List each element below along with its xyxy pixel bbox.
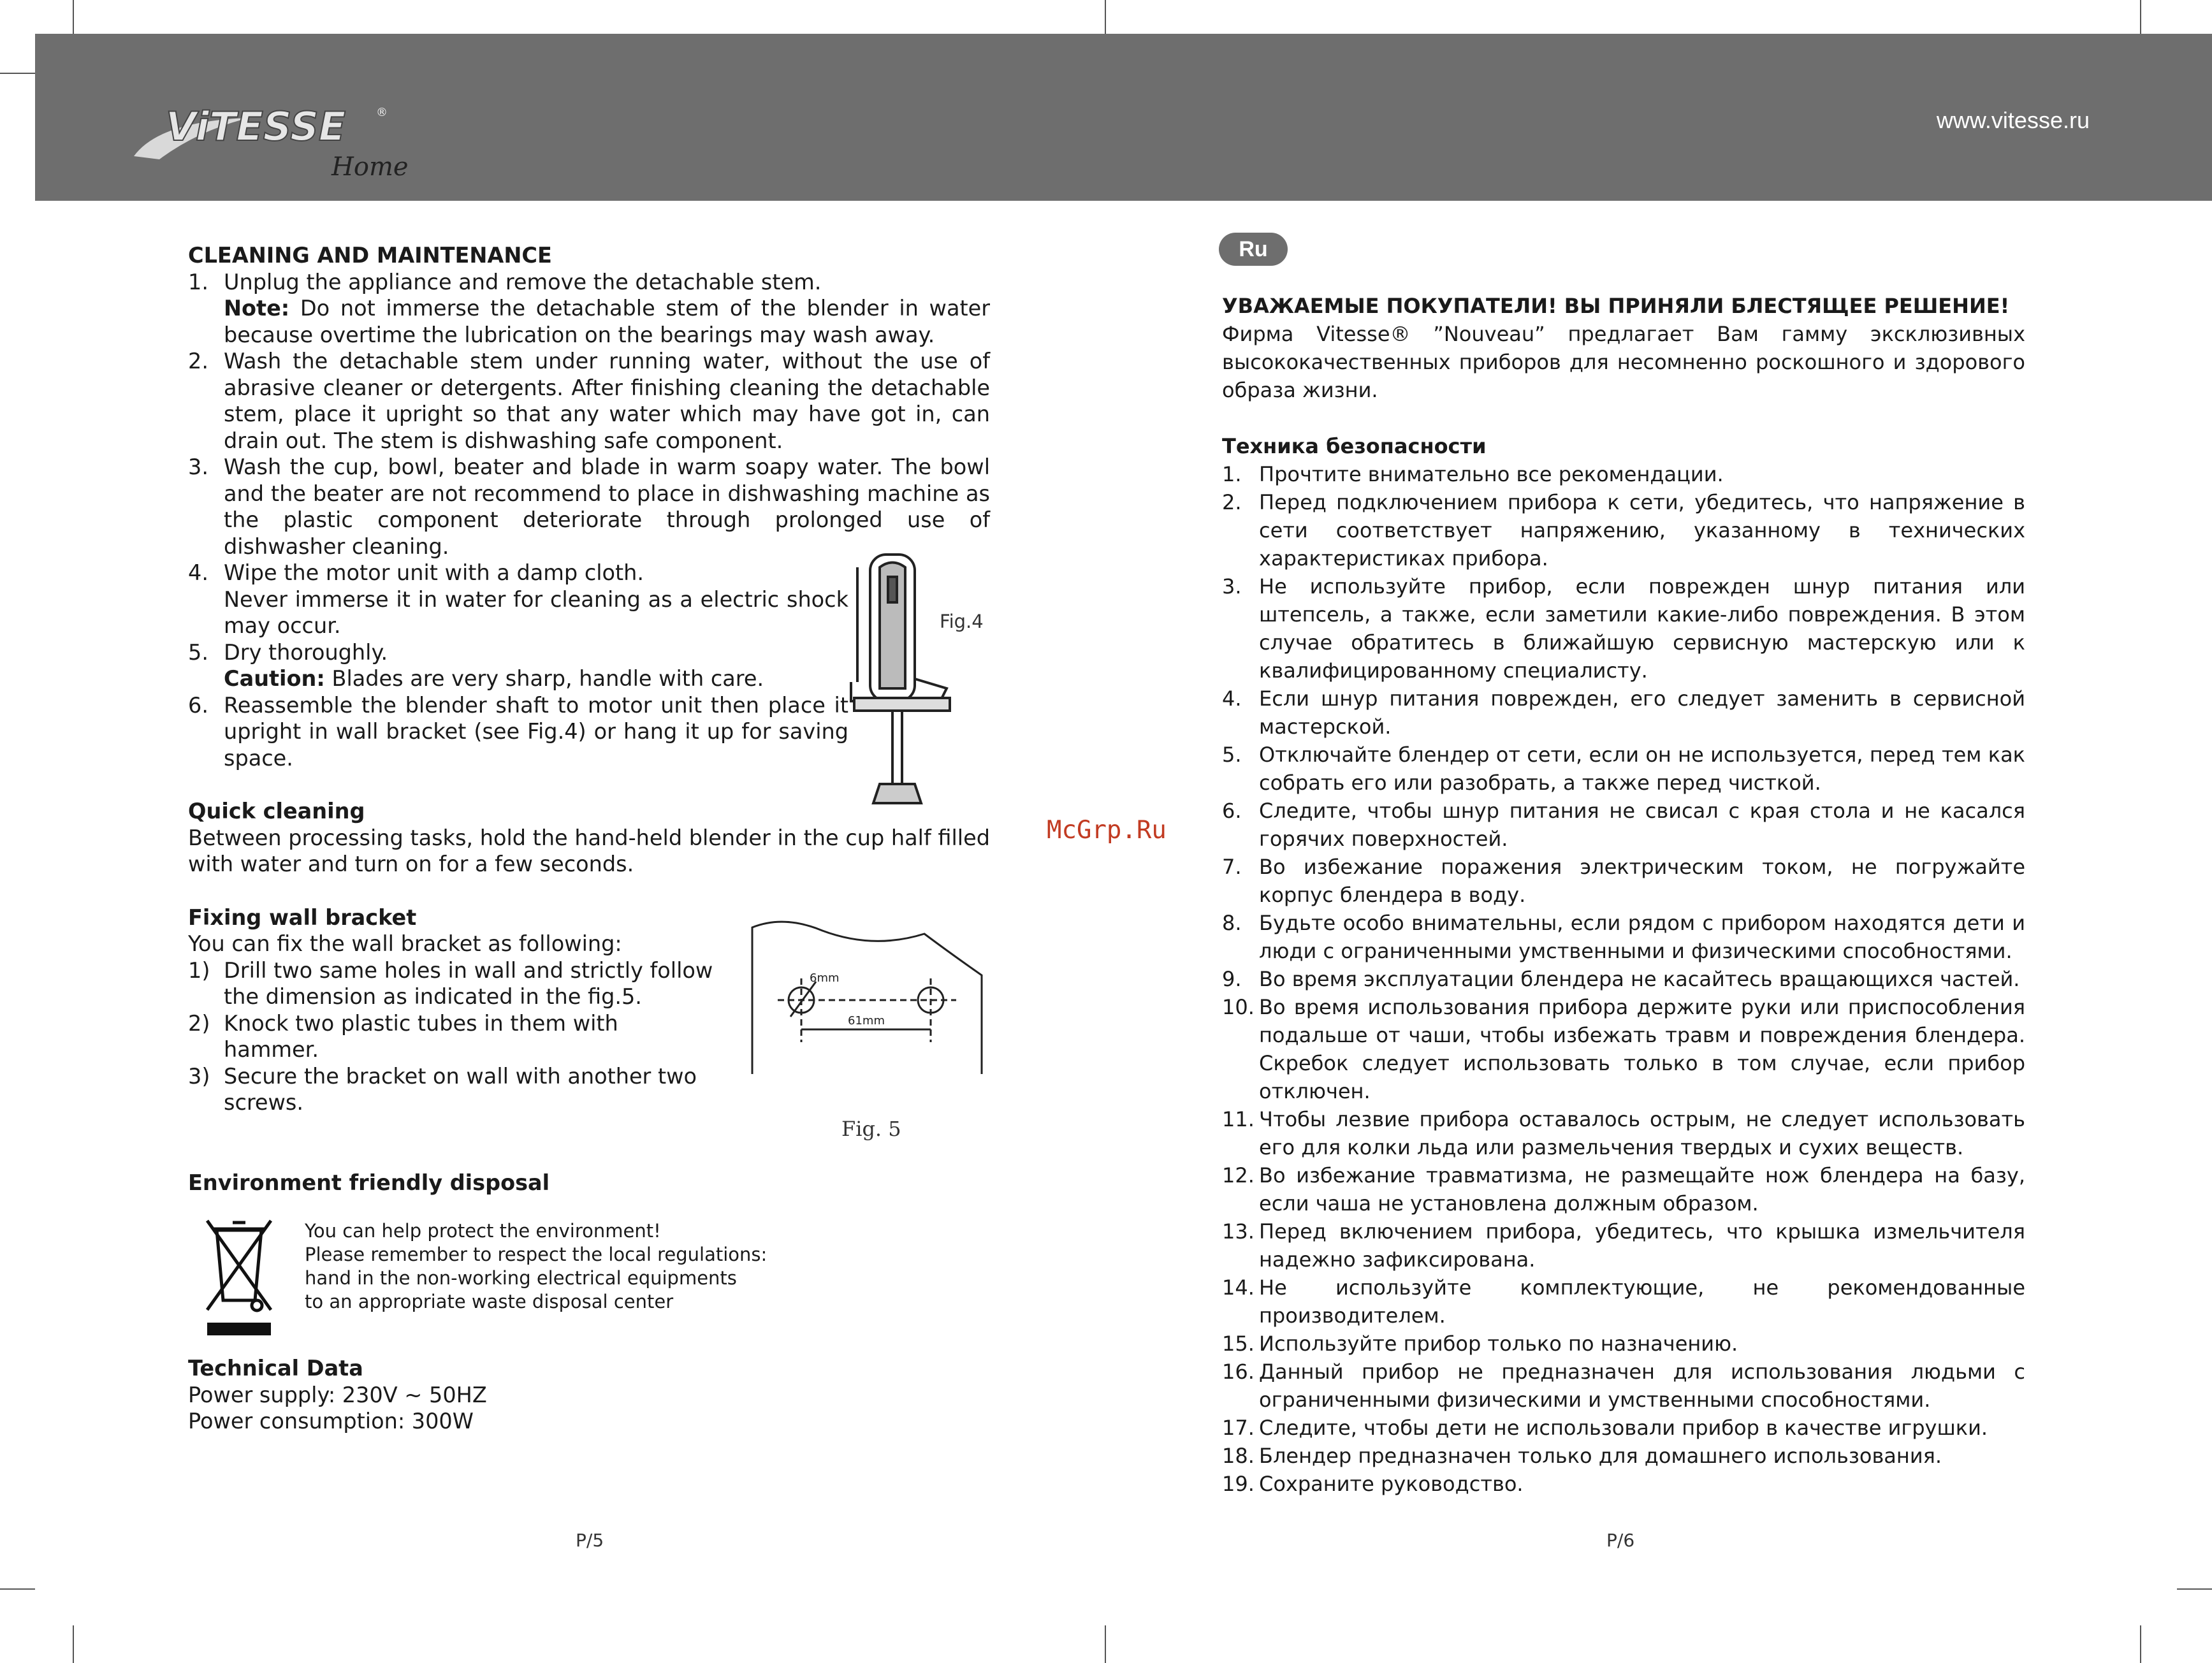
safety-item [1222, 488, 2025, 572]
fig4-label: Fig.4 [940, 611, 984, 632]
item-number: 3. [188, 454, 208, 479]
item-text: Данный прибор не предназначен для использования людьми с ограниченными физическими и умственными способностями. [1259, 1360, 2025, 1412]
list-item [188, 957, 717, 1010]
list-item [188, 269, 990, 349]
greeting-title: УВАЖАЕМЫЕ ПОКУПАТЕЛИ! ВЫ ПРИНЯЛИ БЛЕСТЯЩЕЕ РЕШЕНИЕ! [1222, 294, 2010, 318]
greeting-text: Фирма Vitesse® ”Nouveau” предлагает Вам гамму эксклюзивных высококачественных приборов для несомненно роскошного и здорового образа жизни. [1222, 322, 2025, 402]
right-page [1222, 292, 2025, 1498]
item-number: 17. [1222, 1416, 1255, 1440]
safety-item [1222, 572, 2025, 685]
svg-text:Home: Home [331, 152, 409, 182]
item-text: Перед включением прибора, убедитесь, что крышка измельчителя надежно зафиксирована. [1259, 1219, 2025, 1272]
item-number: 15. [1222, 1332, 1255, 1356]
item-number: 16. [1222, 1360, 1255, 1384]
item-text: Unplug the appliance and remove the detachable stem. [224, 269, 822, 294]
safety-item [1222, 1470, 2025, 1498]
note-label: Note: [224, 296, 290, 321]
item-number: 7. [1222, 855, 1242, 879]
item-number: 2. [188, 349, 208, 374]
page-number-left: P/5 [576, 1530, 604, 1551]
item-text: Используйте прибор только по назначению. [1259, 1332, 1738, 1356]
item-number: 2. [1222, 490, 1242, 514]
item-text: Отключайте блендер от сети, если он не используется, перед тем как собрать его или разобрать, а также перед чисткой. [1259, 743, 2025, 795]
item-text: Dry thoroughly. [224, 639, 388, 665]
crop-mark [73, 1625, 74, 1663]
item-number: 3) [188, 1063, 210, 1089]
item-text: Во время эксплуатации блендера не касайтесь вращающихся частей. [1259, 967, 2020, 991]
crop-mark [2140, 0, 2141, 34]
svg-text:ViTESSE: ViTESSE [166, 103, 346, 150]
safety-item [1222, 460, 2025, 488]
item-text: Во время использования прибора держите руки или приспособления подальше от чаши, чтобы избежать травм и повреждения блендера. Скребок следует использовать только в том случае, если прибор отключен. [1259, 995, 2025, 1103]
list-item [188, 692, 848, 772]
safety-item [1222, 1105, 2025, 1161]
crop-mark [2177, 1588, 2212, 1590]
item-number: 5. [1222, 743, 1242, 767]
crop-mark [73, 0, 74, 34]
item-number: 8. [1222, 911, 1242, 935]
technical-data-title: Technical Data [188, 1356, 363, 1381]
item-number: 14. [1222, 1275, 1255, 1300]
item-number: 18. [1222, 1444, 1255, 1468]
vitesse-logo [121, 96, 427, 185]
cleaning-title: CLEANING AND MAINTENANCE [188, 243, 552, 268]
environment-title: Environment friendly disposal [188, 1170, 550, 1195]
power-consumption: Power consumption: 300W [188, 1409, 474, 1434]
svg-text:6mm: 6mm [810, 971, 840, 985]
safety-item [1222, 1442, 2025, 1470]
item-number: 4. [188, 560, 208, 585]
note-text: Do not immerse the detachable stem of the blender in water because overtime the lubrication on the bearings may wash away. [224, 296, 990, 347]
svg-text:®: ® [376, 106, 388, 119]
item-text: Не используйте комплектующие, не рекомендованные производителем. [1259, 1275, 2025, 1328]
item-number: 4. [1222, 686, 1242, 711]
safety-item [1222, 1217, 2025, 1274]
power-supply: Power supply: 230V ~ 50HZ [188, 1382, 487, 1407]
weee-bin-icon [201, 1211, 277, 1339]
item-text: Drill two same holes in wall and strictly follow the dimension as indicated in the fig.5. [224, 957, 713, 1009]
item-number: 1. [1222, 462, 1242, 486]
safety-item [1222, 853, 2025, 909]
blender-illustration [845, 542, 959, 813]
item-text: Secure the bracket on wall with another two screws. [224, 1063, 697, 1115]
item-text: Wash the detachable stem under running water, without the use of abrasive cleaner or detergents. After finishing cleaning the detachable stem, place it upright so that any water which may have got in, can drain out. The stem is dishwashing safe component. [224, 349, 990, 453]
caution-label: Caution: [224, 666, 325, 691]
item-text: Сохраните руководство. [1259, 1472, 1524, 1496]
safety-item [1222, 685, 2025, 741]
safety-list [1222, 460, 2025, 1498]
item-text: Следите, чтобы дети не использовали прибор в качестве игрушки. [1259, 1416, 1988, 1440]
site-url[interactable]: www.vitesse.ru [1936, 107, 2090, 133]
environment-line: to an appropriate waste disposal center [305, 1291, 674, 1312]
item-number: 1) [188, 957, 210, 983]
safety-item [1222, 965, 2025, 993]
safety-item [1222, 909, 2025, 965]
crop-mark [1105, 1625, 1106, 1663]
environment-text [305, 1219, 789, 1314]
item-text: Wipe the motor unit with a damp cloth. [224, 560, 644, 585]
wall-bracket-intro: You can fix the wall bracket as following: [188, 931, 622, 956]
item-extra: Never immerse it in water for cleaning as a electric shock may occur. [224, 586, 848, 638]
item-number: 1. [188, 269, 208, 294]
safety-item [1222, 1274, 2025, 1330]
crop-mark [0, 73, 35, 74]
fig5-label: Fig. 5 [841, 1117, 901, 1141]
item-text: Wash the cup, bowl, beater and blade in warm soapy water. The bowl and the beater are not recommend to place in dishwashing machine as the plastic component deteriorate through prolonged use of dishwasher cleaning. [224, 454, 990, 559]
item-text: Knock two plastic tubes in them with hammer. [224, 1010, 618, 1062]
item-number: 2) [188, 1010, 210, 1036]
item-text: Будьте особо внимательны, если рядом с прибором находятся дети и люди с ограниченными умственными и физическими способностями. [1259, 911, 2025, 963]
safety-item [1222, 741, 2025, 797]
crop-mark [2140, 1625, 2141, 1663]
item-number: 13. [1222, 1219, 1255, 1244]
safety-item [1222, 1330, 2025, 1358]
wall-bracket-diagram [746, 915, 988, 1080]
wall-bracket-title: Fixing wall bracket [188, 904, 417, 930]
list-item [188, 639, 848, 692]
page-number-right: P/6 [1606, 1530, 1635, 1551]
environment-line: hand in the non-working electrical equipments [305, 1267, 737, 1289]
list-item [188, 1063, 717, 1116]
caution-text: Blades are very sharp, handle with care. [324, 666, 764, 691]
item-text: Во избежание травматизма, не размещайте нож блендера на базу, если чаша не установлена должным образом. [1259, 1163, 2025, 1216]
crop-mark [1105, 0, 1106, 34]
item-text: Следите, чтобы шнур питания не свисал с края стола и не касался горячих поверхностей. [1259, 799, 2025, 851]
watermark[interactable]: McGrp.Ru [1047, 816, 1167, 845]
safety-item [1222, 1161, 2025, 1217]
item-number: 6. [188, 692, 208, 718]
item-number: 3. [1222, 574, 1242, 599]
safety-item [1222, 797, 2025, 853]
crop-mark [0, 1588, 35, 1590]
item-number: 10. [1222, 995, 1255, 1019]
safety-item [1222, 1414, 2025, 1442]
language-badge: Ru [1219, 233, 1288, 266]
item-number: 19. [1222, 1472, 1255, 1496]
item-number: 6. [1222, 799, 1242, 823]
item-number: 9. [1222, 967, 1242, 991]
item-text: Перед подключением прибора к сети, убедитесь, что напряжение в сети соответствует напряжению, указанному в технических характеристиках прибора. [1259, 490, 2025, 570]
item-text: Чтобы лезвие прибора оставалось острым, не следует использовать его для колки льда или размельчения твердых и сухих веществ. [1259, 1107, 2025, 1159]
item-text: Во избежание поражения электрическим током, не погружайте корпус блендера в воду. [1259, 855, 2025, 907]
list-item [188, 1010, 717, 1063]
item-number: 12. [1222, 1163, 1255, 1187]
item-text: Reassemble the blender shaft to motor unit then place it upright in wall bracket (see Fig.4) or hang it up for saving space. [224, 692, 848, 771]
item-text: Не используйте прибор, если поврежден шнур питания или штепсель, а также, если заметили какие-либо повреждения. В этом случае обратитесь в ближайшую сервисную мастерскую или к квалифицированному специалисту. [1259, 574, 2025, 683]
safety-item [1222, 993, 2025, 1105]
safety-item [1222, 1358, 2025, 1414]
quick-cleaning-title: Quick cleaning [188, 799, 365, 824]
environment-line: You can help protect the environment! [305, 1220, 661, 1242]
item-number: 11. [1222, 1107, 1255, 1131]
safety-title: Техника безопасности [1222, 434, 1487, 458]
item-text: Прочтите внимательно все рекомендации. [1259, 462, 1724, 486]
list-item [188, 560, 848, 639]
environment-line: Please remember to respect the local regulations: [305, 1244, 768, 1265]
quick-cleaning-text: Between processing tasks, hold the hand-held blender in the cup half filled with water and turn on for a few seconds. [188, 825, 990, 876]
item-text: Если шнур питания поврежден, его следует заменить в сервисной мастерской. [1259, 686, 2025, 739]
item-number: 5. [188, 639, 208, 665]
list-item [188, 348, 990, 454]
svg-text:61mm: 61mm [848, 1014, 885, 1028]
item-text: Блендер предназначен только для домашнего использования. [1259, 1444, 1942, 1468]
